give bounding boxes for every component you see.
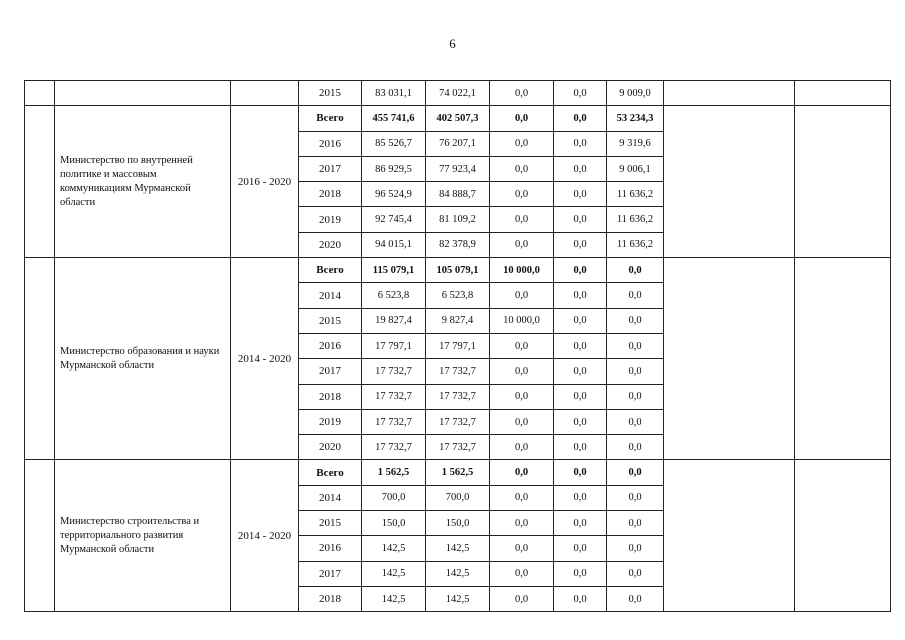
value-cell: 455 741,6 [362, 106, 426, 131]
value-cell: 0,0 [490, 536, 554, 561]
value-cell: 115 079,1 [362, 258, 426, 283]
value-cell: 0,0 [490, 131, 554, 156]
value-cell: 0,0 [490, 561, 554, 586]
value-cell: 9 006,1 [607, 156, 664, 181]
table-row [25, 258, 891, 283]
value-cell: 0,0 [607, 333, 664, 358]
value-cell: 142,5 [426, 536, 490, 561]
index-cell [25, 460, 55, 612]
value-cell: 86 929,5 [362, 156, 426, 181]
value-cell: 0,0 [554, 333, 607, 358]
year-cell: 2017 [299, 561, 362, 586]
notes-cell [664, 106, 795, 258]
value-cell: 9 827,4 [426, 308, 490, 333]
year-cell: 2016 [299, 333, 362, 358]
value-cell: 700,0 [362, 485, 426, 510]
table-body [25, 81, 891, 612]
result-cell [795, 460, 891, 612]
value-cell: 0,0 [490, 485, 554, 510]
value-cell: 85 526,7 [362, 131, 426, 156]
value-cell: 0,0 [607, 409, 664, 434]
value-cell: 17 732,7 [362, 359, 426, 384]
value-cell: 0,0 [554, 106, 607, 131]
value-cell: 11 636,2 [607, 232, 664, 257]
year-cell: 2014 [299, 485, 362, 510]
year-cell: 2017 [299, 359, 362, 384]
value-cell: 0,0 [490, 384, 554, 409]
value-cell: 142,5 [362, 561, 426, 586]
notes-cell [664, 81, 795, 106]
value-cell: 11 636,2 [607, 182, 664, 207]
index-cell [25, 106, 55, 258]
value-cell: 0,0 [490, 156, 554, 181]
period-cell: 2014 - 2020 [231, 258, 299, 460]
year-cell: 2016 [299, 131, 362, 156]
value-cell: 0,0 [554, 182, 607, 207]
value-cell: 0,0 [554, 308, 607, 333]
value-cell: 0,0 [554, 156, 607, 181]
result-cell [795, 106, 891, 258]
value-cell: 0,0 [554, 131, 607, 156]
value-cell: 17 732,7 [426, 384, 490, 409]
table-row [25, 106, 891, 131]
value-cell: 10 000,0 [490, 258, 554, 283]
value-cell: 81 109,2 [426, 207, 490, 232]
value-cell: 17 732,7 [362, 384, 426, 409]
period-cell: 2016 - 2020 [231, 106, 299, 258]
value-cell: 0,0 [554, 258, 607, 283]
value-cell: 0,0 [607, 511, 664, 536]
year-cell: 2018 [299, 182, 362, 207]
value-cell: 0,0 [554, 232, 607, 257]
value-cell: 0,0 [554, 485, 607, 510]
value-cell: 10 000,0 [490, 308, 554, 333]
value-cell: 0,0 [554, 283, 607, 308]
value-cell: 0,0 [607, 359, 664, 384]
value-cell: 0,0 [490, 460, 554, 485]
value-cell: 17 797,1 [362, 333, 426, 358]
period-cell [231, 81, 299, 106]
value-cell: 142,5 [426, 561, 490, 586]
value-cell: 0,0 [490, 435, 554, 460]
value-cell: 11 636,2 [607, 207, 664, 232]
value-cell: 17 732,7 [362, 435, 426, 460]
budget-table [24, 80, 891, 612]
result-cell [795, 258, 891, 460]
value-cell: 94 015,1 [362, 232, 426, 257]
value-cell: 17 732,7 [362, 409, 426, 434]
value-cell: 0,0 [554, 207, 607, 232]
value-cell: 17 732,7 [426, 359, 490, 384]
year-cell: 2018 [299, 586, 362, 611]
page-number: 6 [449, 36, 456, 51]
year-cell: 2017 [299, 156, 362, 181]
value-cell: 0,0 [490, 81, 554, 106]
value-cell: 0,0 [607, 283, 664, 308]
value-cell: 0,0 [607, 586, 664, 611]
ministry-cell [55, 81, 231, 106]
year-cell: 2014 [299, 283, 362, 308]
value-cell: 9 319,6 [607, 131, 664, 156]
year-cell: Всего [299, 258, 362, 283]
ministry-cell: Министерство по внутренней политике и массовым коммуникациям Мурманской области [55, 106, 231, 258]
index-cell [25, 258, 55, 460]
value-cell: 0,0 [607, 384, 664, 409]
value-cell: 0,0 [490, 207, 554, 232]
value-cell: 0,0 [490, 182, 554, 207]
value-cell: 0,0 [607, 435, 664, 460]
value-cell: 77 923,4 [426, 156, 490, 181]
year-cell: 2019 [299, 409, 362, 434]
value-cell: 0,0 [490, 106, 554, 131]
value-cell: 0,0 [554, 460, 607, 485]
value-cell: 0,0 [490, 586, 554, 611]
index-cell [25, 81, 55, 106]
year-cell: 2019 [299, 207, 362, 232]
value-cell: 402 507,3 [426, 106, 490, 131]
value-cell: 96 524,9 [362, 182, 426, 207]
value-cell: 0,0 [607, 561, 664, 586]
year-cell: Всего [299, 106, 362, 131]
value-cell: 17 797,1 [426, 333, 490, 358]
value-cell: 0,0 [607, 258, 664, 283]
value-cell: 150,0 [362, 511, 426, 536]
value-cell: 0,0 [607, 536, 664, 561]
value-cell: 0,0 [554, 409, 607, 434]
value-cell: 142,5 [362, 586, 426, 611]
value-cell: 0,0 [607, 485, 664, 510]
value-cell: 1 562,5 [362, 460, 426, 485]
value-cell: 0,0 [554, 359, 607, 384]
value-cell: 0,0 [490, 511, 554, 536]
value-cell: 0,0 [490, 409, 554, 434]
year-cell: 2015 [299, 308, 362, 333]
value-cell: 142,5 [426, 586, 490, 611]
table-row [25, 81, 891, 106]
value-cell: 17 732,7 [426, 435, 490, 460]
value-cell: 53 234,3 [607, 106, 664, 131]
year-cell: Всего [299, 460, 362, 485]
value-cell: 74 022,1 [426, 81, 490, 106]
period-cell: 2014 - 2020 [231, 460, 299, 612]
value-cell: 0,0 [490, 232, 554, 257]
value-cell: 0,0 [607, 308, 664, 333]
value-cell: 0,0 [554, 536, 607, 561]
value-cell: 142,5 [362, 536, 426, 561]
value-cell: 17 732,7 [426, 409, 490, 434]
result-cell [795, 81, 891, 106]
value-cell: 83 031,1 [362, 81, 426, 106]
table-row [25, 460, 891, 485]
value-cell: 19 827,4 [362, 308, 426, 333]
value-cell: 76 207,1 [426, 131, 490, 156]
value-cell: 0,0 [607, 460, 664, 485]
value-cell: 6 523,8 [362, 283, 426, 308]
year-cell: 2015 [299, 511, 362, 536]
value-cell: 6 523,8 [426, 283, 490, 308]
year-cell: 2018 [299, 384, 362, 409]
value-cell: 0,0 [490, 359, 554, 384]
value-cell: 1 562,5 [426, 460, 490, 485]
value-cell: 0,0 [554, 384, 607, 409]
value-cell: 82 378,9 [426, 232, 490, 257]
year-cell: 2020 [299, 232, 362, 257]
value-cell: 0,0 [490, 283, 554, 308]
year-cell: 2015 [299, 81, 362, 106]
value-cell: 92 745,4 [362, 207, 426, 232]
year-cell: 2020 [299, 435, 362, 460]
value-cell: 0,0 [554, 81, 607, 106]
value-cell: 0,0 [490, 333, 554, 358]
value-cell: 84 888,7 [426, 182, 490, 207]
notes-cell [664, 460, 795, 612]
value-cell: 0,0 [554, 511, 607, 536]
ministry-cell: Министерство образования и науки Мурманской области [55, 258, 231, 460]
value-cell: 9 009,0 [607, 81, 664, 106]
value-cell: 105 079,1 [426, 258, 490, 283]
value-cell: 0,0 [554, 561, 607, 586]
year-cell: 2016 [299, 536, 362, 561]
ministry-cell: Министерство строительства и территориального развития Мурманской области [55, 460, 231, 612]
value-cell: 150,0 [426, 511, 490, 536]
value-cell: 0,0 [554, 435, 607, 460]
value-cell: 0,0 [554, 586, 607, 611]
value-cell: 700,0 [426, 485, 490, 510]
notes-cell [664, 258, 795, 460]
